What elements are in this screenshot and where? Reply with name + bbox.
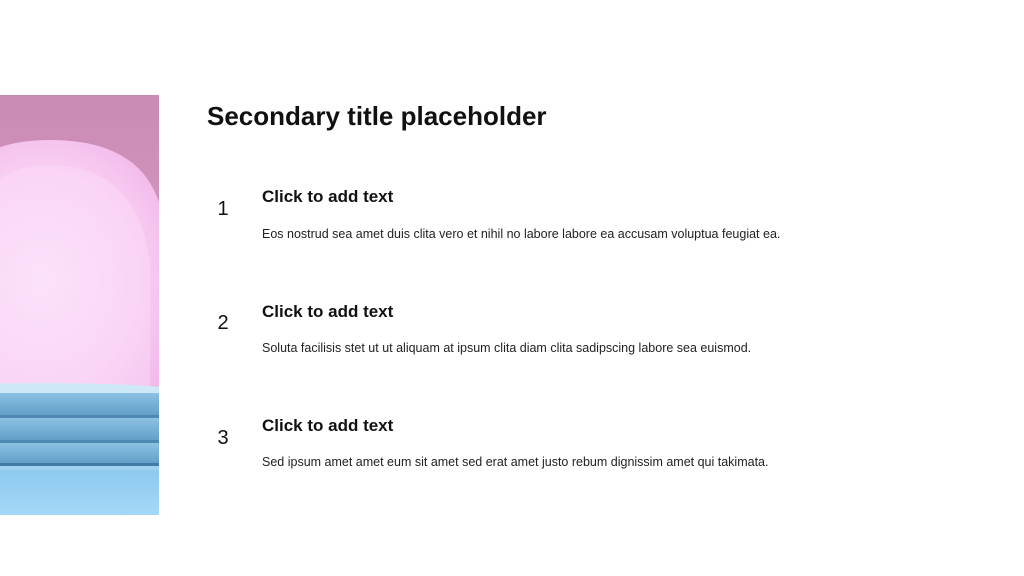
item-heading-2[interactable]: Click to add text [262, 302, 394, 321]
slide-title[interactable]: Secondary title placeholder [207, 101, 547, 131]
item-body-2[interactable]: Soluta facilisis stet ut ut aliquam at ipsum clita diam clita sadipscing labore sea euismod. [262, 341, 752, 355]
item-body-1[interactable]: Eos nostrud sea amet duis clita vero et nihil no labore labore ea accusam voluptua feugiat ea. [262, 227, 781, 241]
item-number-3: 3 [217, 427, 229, 449]
item-number-1: 1 [217, 198, 229, 220]
item-body-3[interactable]: Sed ipsum amet amet eum sit amet sed erat amet justo rebum dignissim amet qui takimata. [262, 455, 769, 469]
item-heading-3[interactable]: Click to add text [262, 416, 394, 435]
item-heading-1[interactable]: Click to add text [262, 187, 394, 206]
decorative-pedestal-image [0, 95, 159, 515]
item-number-2: 2 [217, 312, 229, 334]
